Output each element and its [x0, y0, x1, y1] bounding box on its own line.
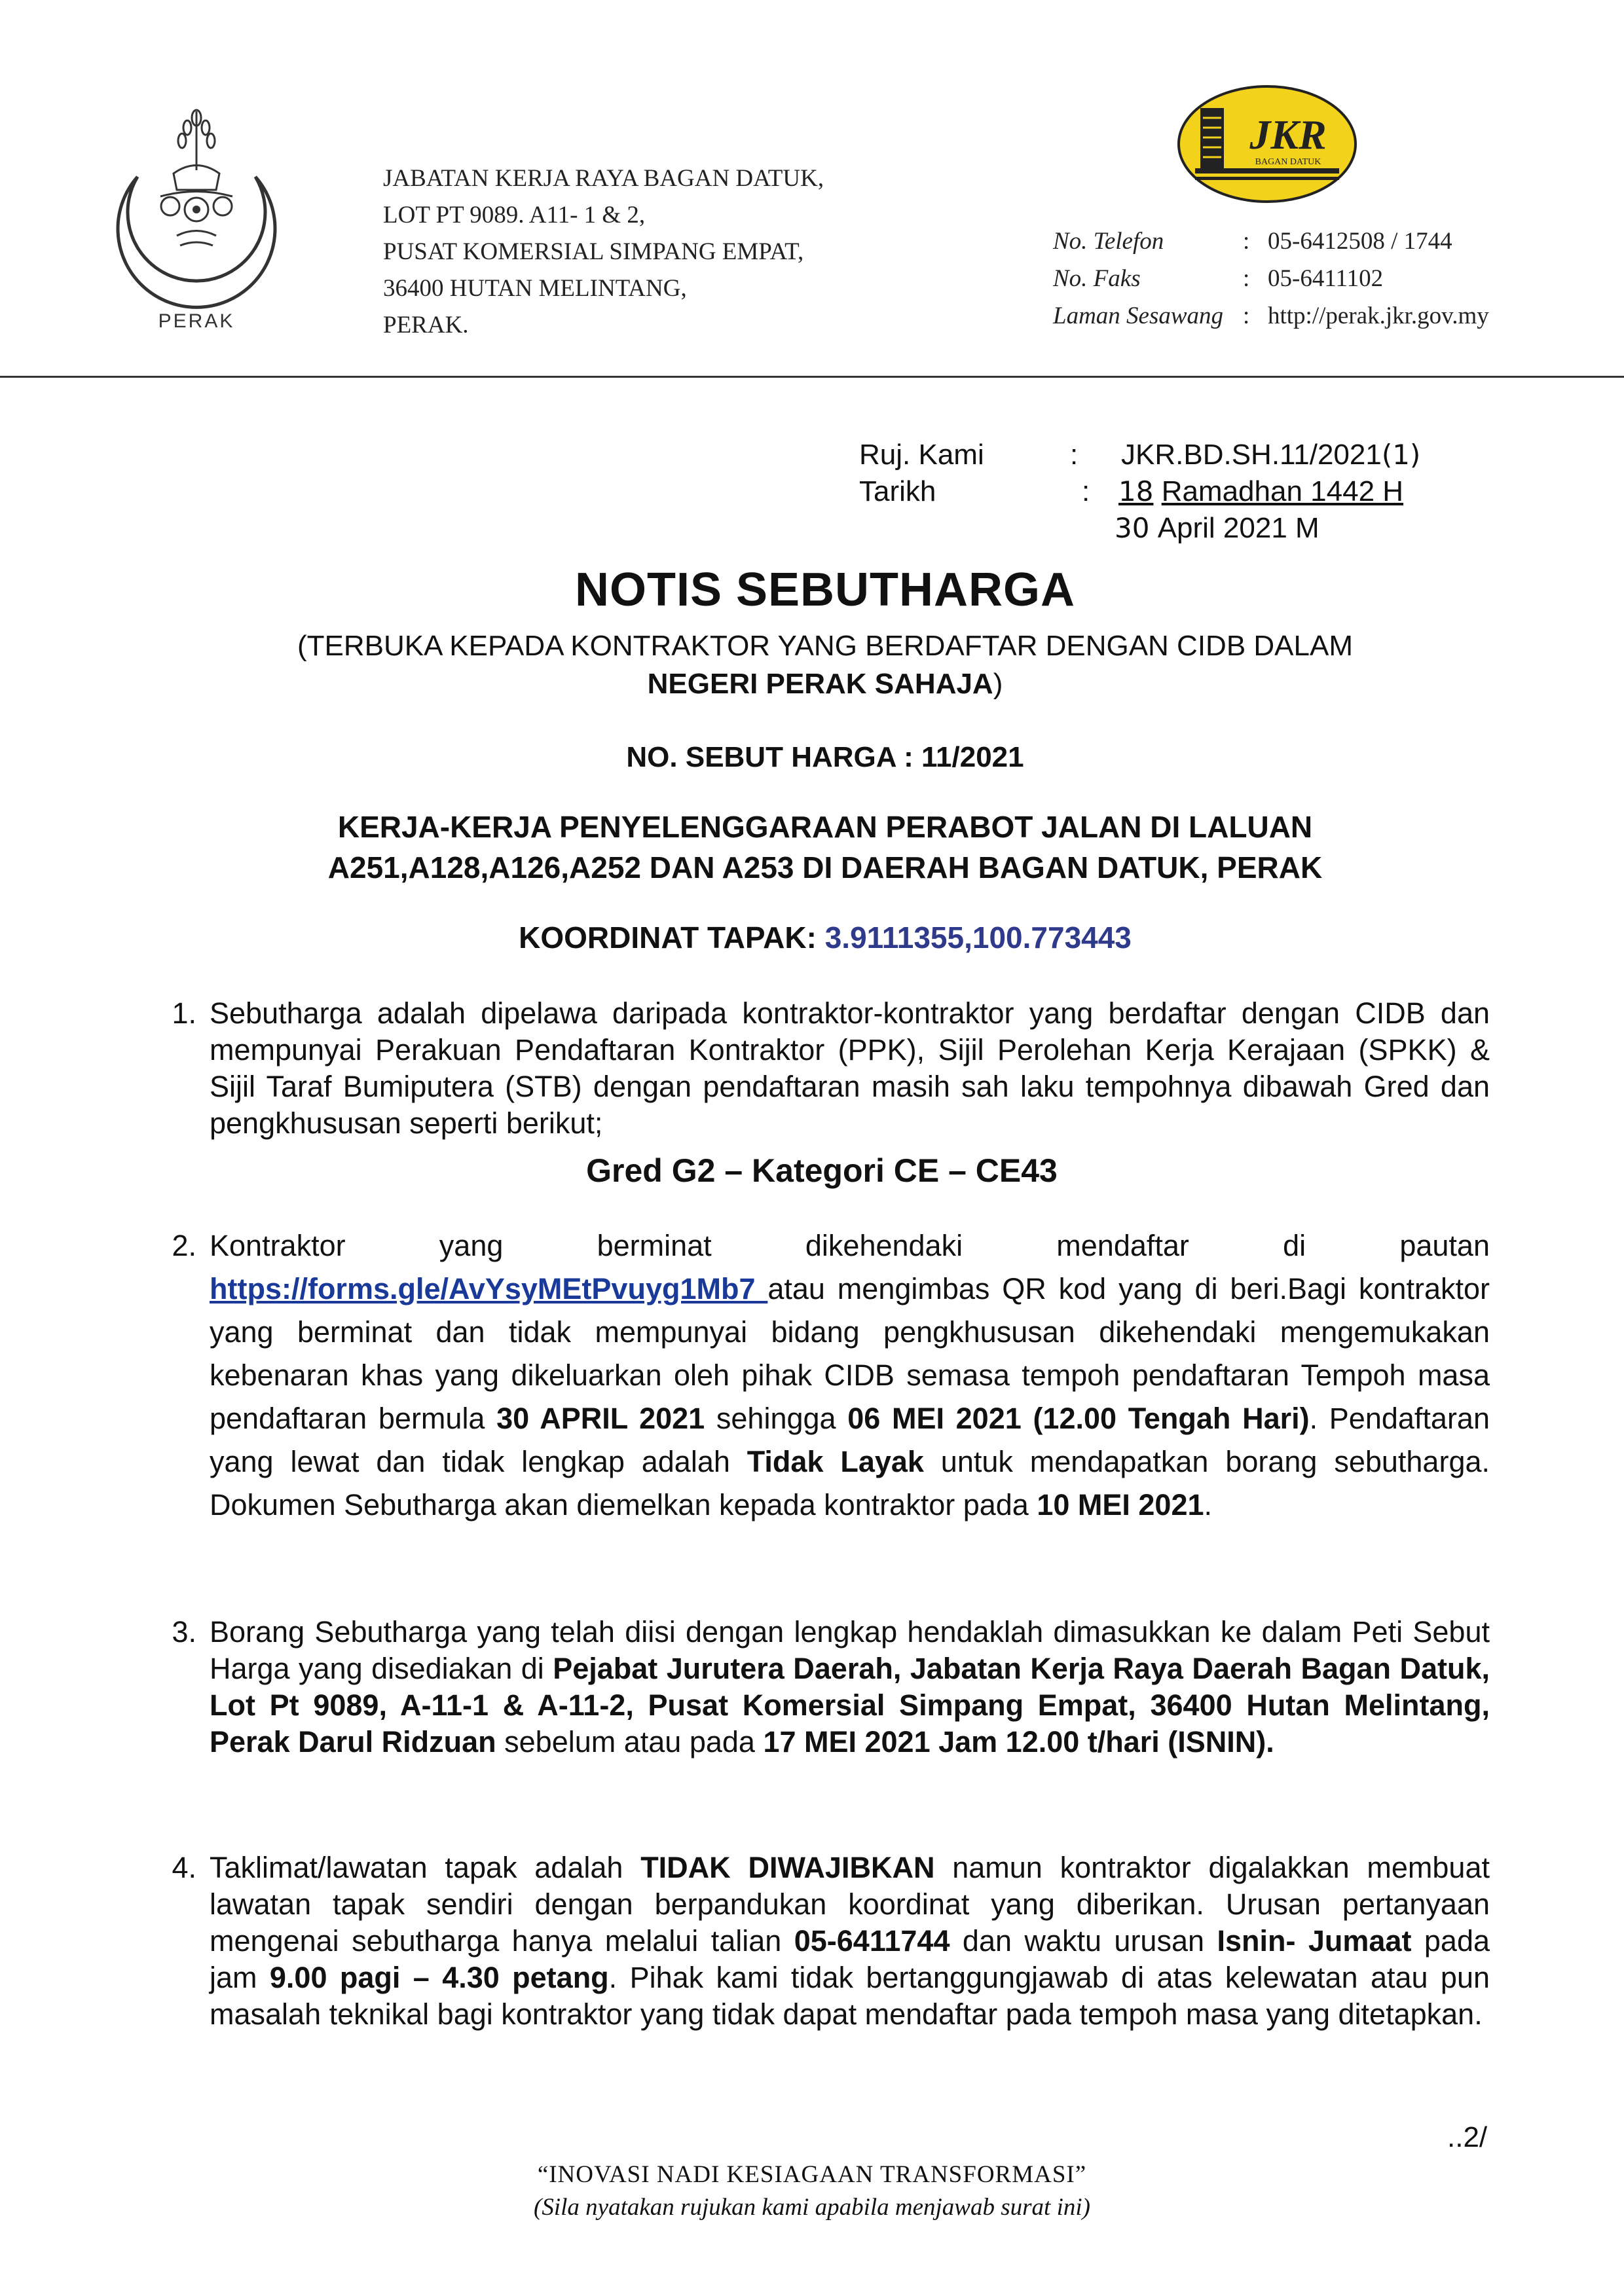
website-link[interactable]: http://perak.jkr.gov.my	[1268, 302, 1489, 329]
work-title-line1: KERJA-KERJA PENYELENGGARAAN PERABOT JALAN DI LALUAN	[337, 810, 1313, 844]
tarikh-day-handwritten: 18	[1118, 475, 1154, 507]
crest-caption: PERAK	[158, 310, 235, 332]
subtitle-line1: (TERBUKA KEPADA KONTRAKTOR YANG BERDAFTAR DENGAN CIDB DALAM	[297, 630, 1353, 662]
paragraph-text: Sebutharga adalah dipelawa daripada kontraktor-kontraktor yang berdaftar dengan CIDB dan mempunyai Perakuan Pendaftaran Kontraktor (PPK), Sijil Perolehan Kerja Kerajaan (SPKK) & Sijil Taraf Bumiputera (STB) dengan pendaftaran masih sah laku tempohnya dibawah Gred dan pengkhususan seperti berikut;	[210, 996, 1490, 1140]
address-line: 36400 HUTAN MELINTANG,	[383, 275, 687, 302]
paragraph-text: Kontraktor yang berminat dikehendaki mendaftar di pautan https://forms.gle/AvYsyMEtPvuyg1Mb7 atau mengimbas QR kod yang di beri.Bagi kontraktor yang berminat dan tidak mempunyai bidang pengkhususan dikehendaki mengemukakan kebenaran khas yang dikeluarkan oleh pihak CIDB semasa tempoh pendaftaran Tempoh masa pendaftaran bermula 30 APRIL 2021 sehingga 06 MEI 2021 (12.00 Tengah Hari). Pendaftaran yang lewat dan tidak lengkap adalah Tidak Layak untuk mendapatkan borang sebutharga. Dokumen Sebutharga akan diemelkan kepada kontraktor pada 10 MEI 2021.	[210, 1229, 1490, 1522]
site-coordinates	[151, 920, 1500, 955]
work-title	[151, 807, 1500, 888]
contact-row-website: Laman Sesawang : http://perak.jkr.gov.my	[1053, 297, 1489, 335]
contact-info	[1053, 223, 1489, 335]
subtitle-line2: NEGERI PERAK SAHAJA	[647, 668, 993, 700]
work-title-line2: A251,A128,A126,A252 DAN A253 DI DAERAH BAGAN DATUK, PERAK	[327, 850, 1323, 884]
paragraph-number: 1.	[172, 996, 196, 1030]
registration-form-link[interactable]: https://forms.gle/AvYsyMEtPvuyg1Mb7	[210, 1272, 768, 1305]
tarikh-m-day-handwritten: 30	[1115, 512, 1150, 544]
contact-row-faks: No. Faks : 05-6411102	[1053, 260, 1489, 297]
ruj-label: Ruj. Kami	[859, 439, 984, 471]
contact-label: No. Faks	[1053, 265, 1141, 292]
paragraph-text: Taklimat/lawatan tapak adalah TIDAK DIWAJIBKAN namun kontraktor digalakkan membuat lawatan tapak sendiri dengan berpandukan koordinat yang diberikan. Urusan pertanyaan mengenai sebutharga hanya melalui talian 05-6411744 dan waktu urusan Isnin- Jumaat pada jam 9.00 pagi – 4.30 petang. Pihak kami tidak bertanggungjawab di atas kelewatan atau pun masalah teknikal bagi kontraktor yang tidak dapat mendaftar pada tempoh masa yang ditetapkan.	[210, 1851, 1490, 2031]
perak-crest-logo	[98, 98, 295, 347]
motto: “INOVASI NADI KESIAGAAN TRANSFORMASI”	[537, 2161, 1087, 2188]
next-page-indicator: ..2/	[1447, 2121, 1488, 2153]
address-line: PUSAT KOMERSIAL SIMPANG EMPAT,	[383, 238, 804, 265]
contact-row-telefon: No. Telefon : 05-6412508 / 1744	[1053, 223, 1489, 260]
paragraph-text: Borang Sebutharga yang telah diisi dengan lengkap hendaklah dimasukkan ke dalam Peti Sebut Harga yang disediakan di Pejabat Jurutera Daerah, Jabatan Kerja Raya Daerah Bagan Datuk, Lot Pt 9089, A-11-1 & A-11-2, Pusat Komersial Simpang Empat, 36400 Hutan Melintang, Perak Darul Ridzuan sebelum atau pada 17 MEI 2021 Jam 12.00 t/hari (ISNIN).	[210, 1615, 1490, 1758]
tarikh-hijri: Ramadhan 1442 H	[1161, 475, 1404, 507]
coord-label: KOORDINAT TAPAK:	[519, 920, 825, 955]
tarikh-masihi: April 2021 M	[1157, 512, 1320, 544]
paragraph-number: 2.	[172, 1229, 196, 1262]
contact-value: 05-6412508 / 1744	[1268, 228, 1452, 255]
contact-value: 05-6411102	[1268, 265, 1384, 292]
tarikh-label: Tarikh	[859, 475, 936, 507]
address-line: JABATAN KERJA RAYA BAGAN DATUK,	[383, 165, 824, 192]
address-line: PERAK.	[383, 312, 469, 338]
paragraph-number: 3.	[172, 1615, 196, 1649]
jkr-logo	[1175, 82, 1359, 206]
gred-category: Gred G2 – Kategori CE – CE43	[586, 1152, 1058, 1189]
header-divider	[0, 376, 1624, 378]
ruj-handwritten: (1)	[1381, 439, 1421, 471]
ruj-value: JKR.BD.SH.11/2021	[1121, 439, 1382, 471]
jkr-logo-subtext: BAGAN DATUK	[1255, 157, 1321, 167]
office-address	[383, 160, 824, 344]
reference-note: (Sila nyatakan rujukan kami apabila menjawab surat ini)	[534, 2194, 1090, 2221]
notice-title: NOTIS SEBUTHARGA	[574, 564, 1076, 616]
contact-label: Laman Sesawang	[1053, 302, 1224, 329]
quotation-number: NO. SEBUT HARGA : 11/2021	[626, 741, 1024, 773]
contact-label: No. Telefon	[1053, 228, 1164, 255]
notice-subtitle: (TERBUKA KEPADA KONTRAKTOR YANG BERDAFTAR DENGAN CIDB DALAM NEGERI PERAK SAHAJA)	[151, 627, 1500, 703]
jkr-logo-text: JKR	[1249, 111, 1327, 158]
coord-value: 3.9111355,100.773443	[824, 920, 1132, 955]
address-line: LOT PT 9089. A11- 1 & 2,	[383, 202, 646, 228]
paragraph-number: 4.	[172, 1851, 196, 1884]
